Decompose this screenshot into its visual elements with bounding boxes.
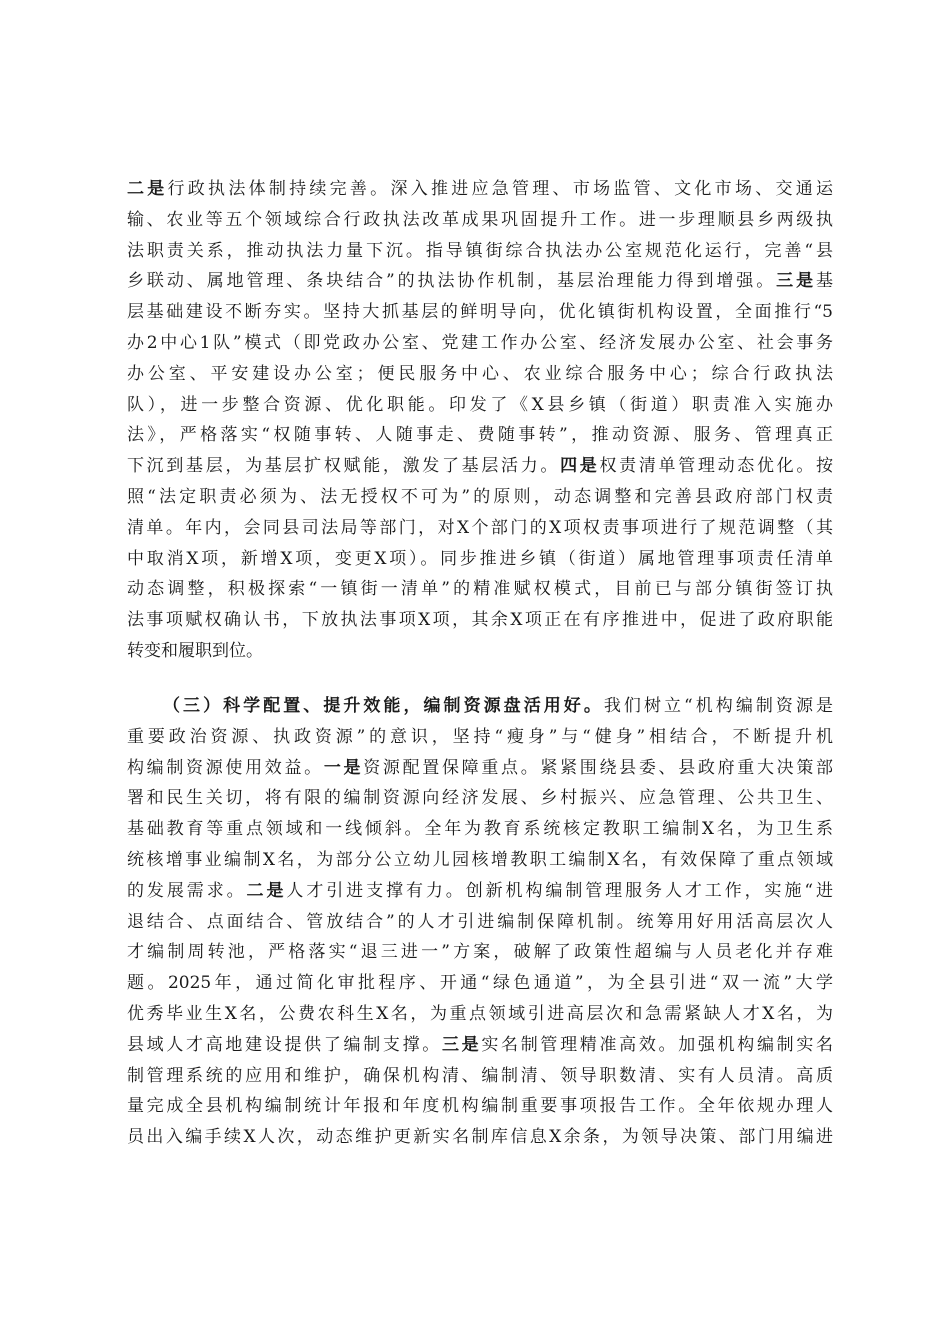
text-line [127, 420, 833, 451]
text-line [127, 814, 833, 845]
body-text: 统核增事业编制X名，为部分公立幼儿园核增教职工编制X名，有效保障了重点领域 [127, 849, 833, 870]
text-line [127, 876, 833, 907]
text-line [127, 451, 833, 482]
bold-heading-text: 三是 [776, 271, 816, 292]
bold-heading-text: 三是 [441, 1034, 482, 1055]
body-text: 权责清单管理动态优化。按 [599, 456, 834, 477]
body-text: 重要政治资源、执政资源”的意识，坚持“瘦身”与“健身”相结合，不断提升机 [127, 726, 833, 747]
body-text: 乡联动、属地管理、条块结合”的执法协作机制，基层治理能力得到增强。 [127, 271, 777, 292]
text-line [127, 605, 833, 636]
body-text: 优秀毕业生X名，公费农科生X名，为重点领域引进高层次和急需紧缺人才X名，为 [127, 1003, 833, 1024]
body-text: 队），进一步整合资源、优化职能。印发了《X县乡镇（街道）职责准入实施办 [127, 394, 833, 415]
body-text: 才编制周转池，严格落实“退三进一”方案，破解了政策性超编与人员老化并存难 [127, 942, 833, 963]
text-line [127, 328, 833, 359]
body-text: 照“法定职责必须为、法无授权不可为”的原则，动态调整和完善县政府部门权责 [127, 486, 833, 507]
body-text: 人才引进支撑有力。创新机构编制管理服务人才工作，实施“进 [286, 880, 834, 901]
body-text: 层基础建设不断夯实。坚持大抓基层的鲜明导向，优化镇街机构设置，全面推行“5 [127, 302, 833, 323]
body-text: 署和民生关切，将有限的编制资源向经济发展、乡村振兴、应急管理、公共卫生、 [127, 788, 833, 809]
text-line [127, 968, 833, 999]
text-line [127, 753, 833, 784]
body-text: 我们树立“机构编制资源是 [603, 696, 833, 716]
text-line [127, 482, 833, 513]
body-text: 转变和履职到位。 [127, 640, 263, 661]
text-line [127, 636, 833, 667]
body-text: 法事项赋权确认书，下放执法事项X项，其余X项正在有序推进中，促进了政府职能 [127, 610, 833, 631]
text-line [127, 907, 833, 938]
text-line [127, 1030, 833, 1061]
text-line [127, 937, 833, 968]
body-text: 资源配置保障重点。紧紧围绕县委、县政府重大决策部 [363, 757, 834, 778]
text-line [127, 544, 833, 575]
body-text: 的发展需求。 [127, 880, 247, 901]
bold-heading-text: 二是 [127, 179, 168, 199]
text-line [127, 722, 833, 753]
text-line [127, 513, 833, 544]
body-text: 中取消X项，新增X项，变更X项）。同步推进乡镇（街道）属地管理事项责任清单 [127, 548, 833, 569]
text-line [127, 236, 833, 267]
text-line [127, 359, 833, 390]
text-line [127, 297, 833, 328]
body-text: 清单。年内，会同县司法局等部门，对X个部门的X项权责事项进行了规范调整（其 [127, 517, 833, 538]
paragraph-staffing-resources [127, 691, 833, 1153]
body-text: 办公室、平安建设办公室；便民服务中心、农业综合服务中心；综合行政执法 [127, 363, 833, 384]
text-line [127, 1122, 833, 1153]
text-line [127, 1091, 833, 1122]
body-text: 基 [816, 271, 833, 292]
text-line [127, 574, 833, 605]
body-text: 县域人才高地建设提供了编制支撑。 [127, 1034, 442, 1055]
text-line [127, 1061, 833, 1092]
bold-heading-text: 一是 [323, 757, 364, 778]
body-text: 员出入编手续X人次，动态维护更新实名制库信息X余条，为领导决策、部门用编进 [127, 1127, 833, 1148]
body-text: 量完成全县机构编制统计年报和年度机构编制重要事项报告工作。全年依规办理人 [127, 1096, 833, 1117]
body-text: 法职责关系，推动执法力量下沉。指导镇街综合执法办公室规范化运行，完善“县 [127, 240, 833, 261]
body-text: 法》，严格落实“权随事转、人随事走、费随事转”，推动资源、服务、管理真正 [127, 425, 833, 446]
text-line [127, 783, 833, 814]
bold-heading-text: （三）科学配置、提升效能，编制资源盘活用好。 [163, 696, 604, 716]
body-text: 下沉到基层，为基层扩权赋能，激发了基层活力。 [127, 456, 561, 477]
body-text: 基础教育等重点领域和一线倾斜。全年为教育系统核定教职工编制X名，为卫生系 [127, 819, 833, 840]
body-text: 实名制管理精准高效。加强机构编制实名 [481, 1034, 834, 1055]
text-line [127, 845, 833, 876]
paragraph-administrative-reform [127, 174, 833, 667]
text-line [127, 266, 833, 297]
body-text: 行政执法体制持续完善。深入推进应急管理、市场监管、文化市场、交通运 [167, 179, 834, 199]
text-line [127, 205, 833, 236]
body-text: 制管理系统的应用和维护，确保机构清、编制清、领导职数清、实有人员清。高质 [127, 1065, 833, 1086]
text-line [127, 999, 833, 1030]
body-text: 题。2025年，通过简化审批程序、开通“绿色通道”，为全县引进“双一流”大学 [127, 973, 833, 994]
bold-heading-text: 二是 [246, 880, 287, 901]
body-text: 构编制资源使用效益。 [127, 757, 324, 778]
body-text: 办2中心1队”模式（即党政办公室、党建工作办公室、经济发展办公室、社会事务 [127, 332, 833, 353]
body-text: 退结合、点面结合、管放结合”的人才引进编制保障机制。统筹用好用活高层次人 [127, 911, 833, 932]
text-line [127, 691, 833, 722]
body-text: 动态调整，积极探索“一镇街一清单”的精准赋权模式，目前已与部分镇街签订执 [127, 579, 833, 600]
bold-heading-text: 四是 [560, 456, 600, 477]
text-line [127, 390, 833, 421]
body-text: 输、农业等五个领域综合行政执法改革成果巩固提升工作。进一步理顺县乡两级执 [127, 209, 833, 230]
text-line [127, 174, 833, 205]
